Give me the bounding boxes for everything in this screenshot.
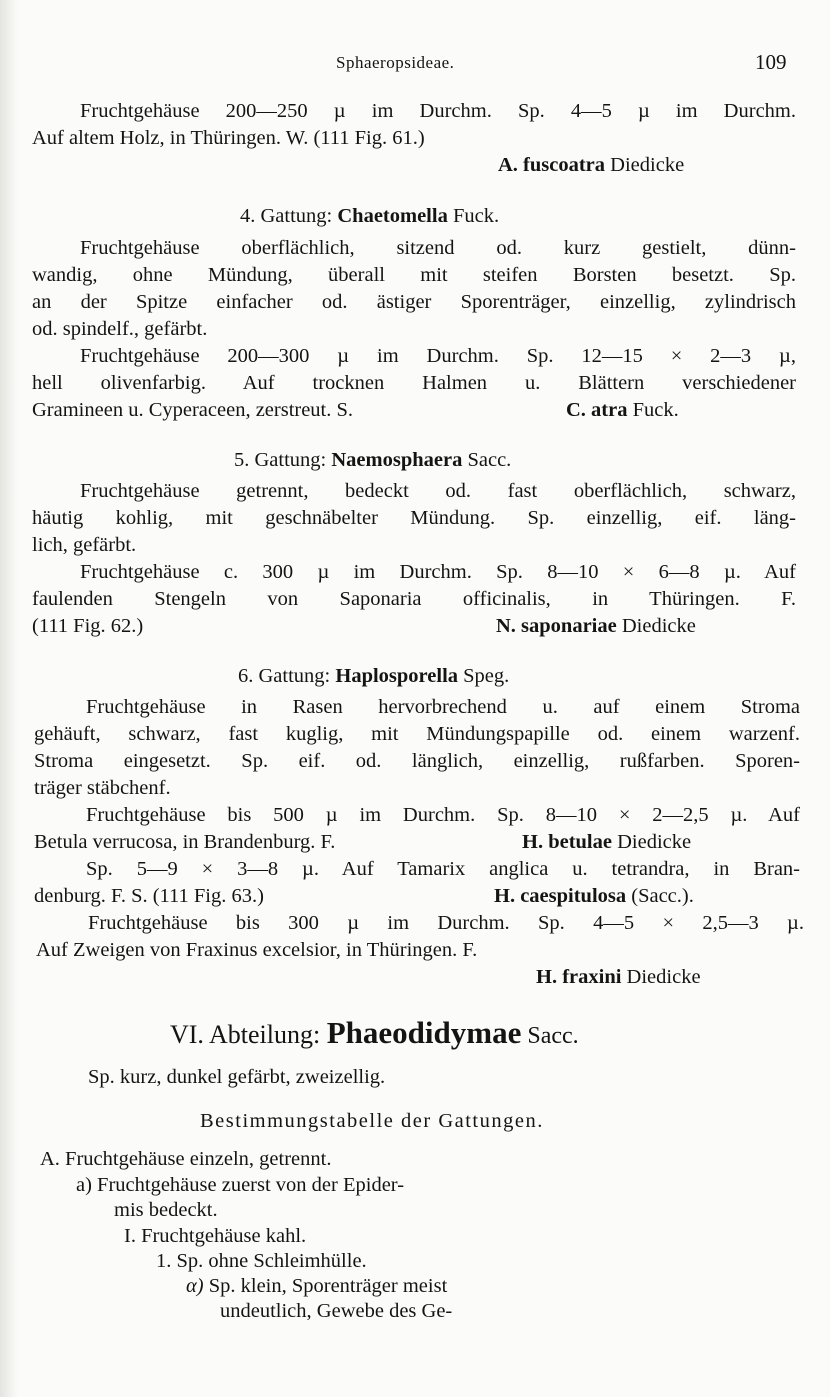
text-line: od. spindelf., gefärbt. bbox=[32, 318, 208, 340]
text-line: Auf Zweigen von Fraxinus excelsior, in Thüringen. F. bbox=[36, 939, 478, 961]
text-line: Fruchtgehäuse getrennt, bedeckt od. fast oberflächlich, schwarz, bbox=[80, 480, 796, 502]
species-name: H. caespitulosa (Sacc.). bbox=[494, 885, 694, 907]
text-line: Gramineen u. Cyperaceen, zerstreut. S. bbox=[32, 399, 354, 421]
page-gutter-shadow bbox=[0, 0, 18, 1397]
text-line: an der Spitze einfacher od. ästiger Sporenträger, einzellig, zylindrisch bbox=[32, 291, 796, 313]
key-item: undeutlich, Gewebe des Ge- bbox=[220, 1300, 453, 1322]
text-line: Sp. 5—9 × 3—8 µ. Auf Tamarix anglica u. tetrandra, in Bran- bbox=[86, 858, 800, 880]
species-name: A. fuscoatra Diedicke bbox=[498, 154, 685, 176]
division-heading: VI. Abteilung: Phaeodidymae Sacc. bbox=[170, 1015, 579, 1050]
text-line: Fruchtgehäuse in Rasen hervorbrechend u. auf einem Stroma bbox=[86, 696, 800, 718]
text-line: Fruchtgehäuse c. 300 µ im Durchm. Sp. 8—10 × 6—8 µ. Auf bbox=[80, 561, 796, 583]
species-name: C. atra Fuck. bbox=[566, 399, 679, 421]
text-line: Auf altem Holz, in Thüringen. W. (111 Fig. 61.) bbox=[32, 127, 425, 149]
text-line: Fruchtgehäuse bis 500 µ im Durchm. Sp. 8—10 × 2—2,5 µ. Auf bbox=[86, 804, 800, 826]
text-line: häutig kohlig, mit geschnäbelter Mündung. Sp. einzellig, eif. läng- bbox=[32, 507, 796, 529]
division-description: Sp. kurz, dunkel gefärbt, zweizellig. bbox=[88, 1066, 386, 1088]
text-line: wandig, ohne Mündung, überall mit steifen Borsten besetzt. Sp. bbox=[32, 264, 796, 286]
species-name: H. fraxini Diedicke bbox=[536, 966, 701, 988]
key-item: a) Fruchtgehäuse zuerst von der Epider- bbox=[76, 1174, 405, 1196]
text-line: denburg. F. S. (111 Fig. 63.) bbox=[34, 885, 264, 907]
genus-heading: 6. Gattung: Haplosporella Speg. bbox=[238, 665, 510, 687]
species-name: N. saponariae Diedicke bbox=[496, 615, 696, 637]
text-line: Fruchtgehäuse 200—250 µ im Durchm. Sp. 4—5 µ im Durchm. bbox=[80, 100, 796, 122]
key-title: Bestimmungstabelle der Gattungen. bbox=[200, 1110, 544, 1132]
text-line: Betula verrucosa, in Brandenburg. F. bbox=[34, 831, 336, 853]
genus-heading: 4. Gattung: Chaetomella Fuck. bbox=[240, 205, 500, 227]
text-line: hell olivenfarbig. Auf trocknen Halmen u. Blättern verschiedener bbox=[32, 372, 796, 394]
key-item: I. Fruchtgehäuse kahl. bbox=[124, 1225, 307, 1247]
text-line: Fruchtgehäuse 200—300 µ im Durchm. Sp. 12—15 × 2—3 µ, bbox=[80, 345, 796, 367]
running-title: Sphaeropsideae. bbox=[336, 53, 455, 72]
page-number: 109 bbox=[755, 50, 787, 74]
key-item: A. Fruchtgehäuse einzeln, getrennt. bbox=[40, 1148, 332, 1170]
text-line: Stroma eingesetzt. Sp. eif. od. länglich, einzellig, rußfarben. Sporen- bbox=[34, 750, 800, 772]
key-item: α) Sp. klein, Sporenträger meist bbox=[186, 1275, 448, 1297]
text-line: lich, gefärbt. bbox=[32, 534, 137, 556]
text-line: Fruchtgehäuse bis 300 µ im Durchm. Sp. 4—5 × 2,5—3 µ. bbox=[88, 912, 804, 934]
text-line: faulenden Stengeln von Saponaria officinalis, in Thüringen. F. bbox=[32, 588, 796, 610]
key-item: 1. Sp. ohne Schleimhülle. bbox=[156, 1250, 367, 1272]
species-name: H. betulae Diedicke bbox=[522, 831, 692, 853]
key-item: mis bedeckt. bbox=[114, 1199, 218, 1221]
text-line: (111 Fig. 62.) bbox=[32, 615, 144, 637]
text-line: Fruchtgehäuse oberflächlich, sitzend od. kurz gestielt, dünn- bbox=[80, 237, 796, 259]
text-line: träger stäbchenf. bbox=[34, 777, 171, 799]
text-line: gehäuft, schwarz, fast kuglig, mit Mündungspapille od. einem warzenf. bbox=[34, 723, 800, 745]
genus-heading: 5. Gattung: Naemosphaera Sacc. bbox=[234, 449, 512, 471]
